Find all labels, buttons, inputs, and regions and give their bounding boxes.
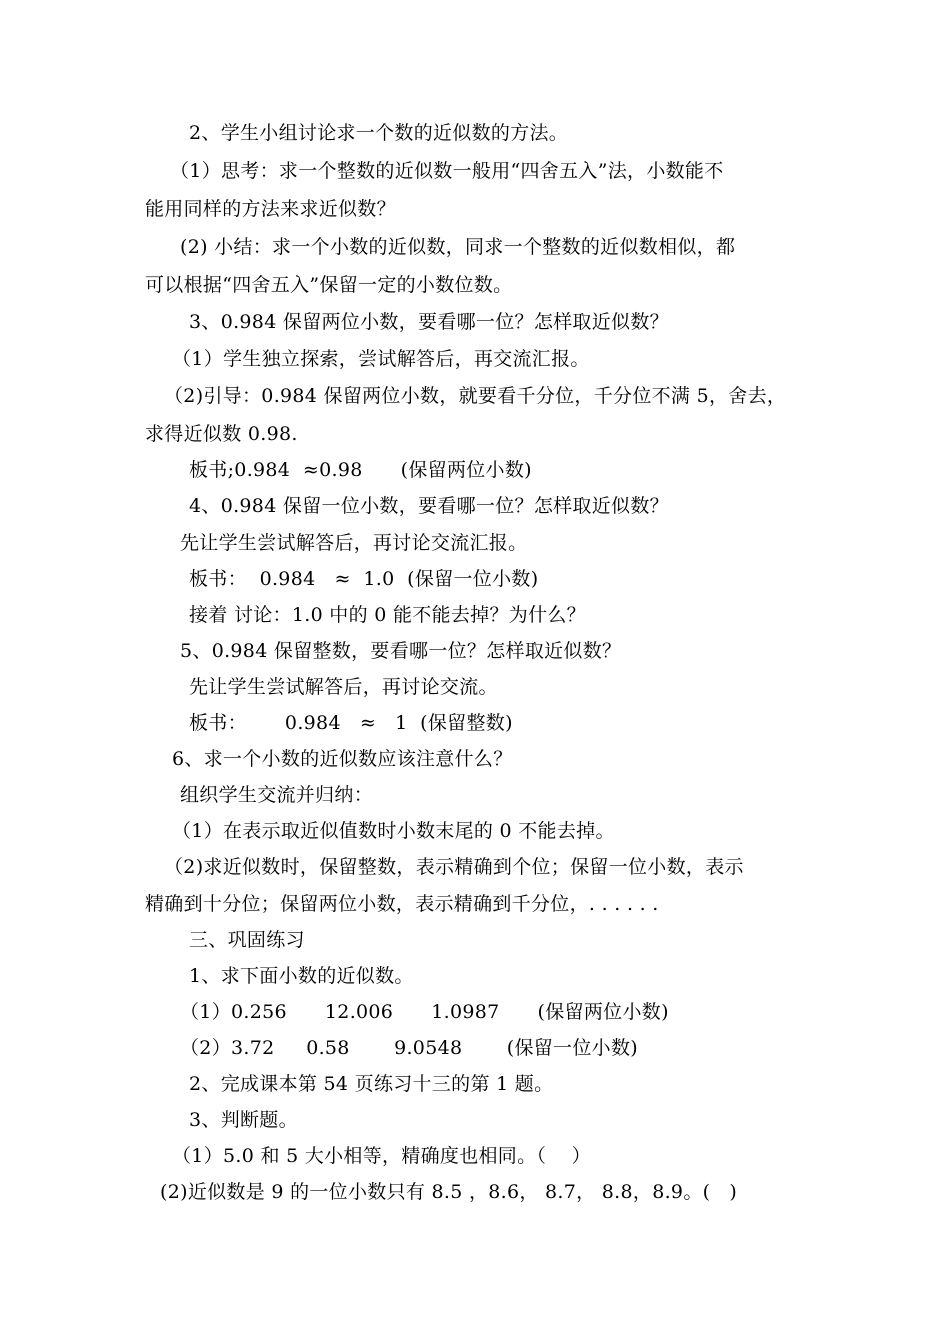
- text-line: 精确到十分位；保留两位小数，表示精确到千分位，. . . . . .: [145, 893, 659, 915]
- text-line: 板书;0.984 ≈0.98 (保留两位小数): [189, 459, 532, 481]
- section-heading: 三、巩固练习: [189, 929, 305, 951]
- text-line: 组织学生交流并归纳：: [180, 784, 374, 806]
- text-line: （2)引导：0.984 保留两位小数，就要看千分位，千分位不满 5，舍去，: [164, 385, 787, 407]
- text-line: 2、学生小组讨论求一个数的近似数的方法。: [189, 122, 569, 144]
- text-line: 板书： 0.984 ≈ 1.0 (保留一位小数): [189, 568, 539, 590]
- text-line: 接着 讨论：1.0 中的 0 能不能去掉？为什么？: [189, 604, 586, 626]
- text-line: 1、求下面小数的近似数。: [189, 965, 414, 987]
- text-line: 板书： 0.984 ≈ 1 (保留整数): [189, 712, 513, 734]
- text-line: (2)近似数是 9 的一位小数只有 8.5 ，8.6， 8.7， 8.8，8.9。( ): [160, 1181, 738, 1203]
- text-line: 4、0.984 保留一位小数，要看哪一位？怎样取近似数？: [189, 495, 669, 517]
- text-line: （1）0.256 12.006 1.0987 (保留两位小数): [180, 1001, 669, 1023]
- text-line: (2) 小结：求一个小数的近似数，同求一个整数的近似数相似，都: [180, 236, 736, 258]
- text-line: （1）在表示取近似值数时小数末尾的 0 不能去掉。: [172, 820, 615, 842]
- text-line: （1）思考：求一个整数的近似数一般用“四舍五入”法，小数能不: [170, 160, 724, 182]
- text-line: 可以根据“四舍五入”保留一定的小数位数。: [145, 274, 513, 296]
- text-line: 3、0.984 保留两位小数，要看哪一位？怎样取近似数？: [189, 311, 669, 333]
- text-line: （1）学生独立探索，尝试解答后，再交流汇报。: [172, 348, 590, 370]
- text-line: （2)求近似数时，保留整数，表示精确到个位；保留一位小数，表示: [164, 856, 744, 878]
- text-line: 能用同样的方法来求近似数？: [145, 198, 396, 220]
- text-line: （2）3.72 0.58 9.0548 (保留一位小数): [180, 1037, 638, 1059]
- text-line: 3、判断题。: [189, 1109, 298, 1131]
- text-line: 求得近似数 0.98.: [145, 423, 298, 445]
- text-line: （1）5.0 和 5 大小相等，精确度也相同。（ ）: [172, 1145, 591, 1167]
- text-line: 先让学生尝试解答后，再讨论交流。: [189, 676, 498, 698]
- text-line: 2、完成课本第 54 页练习十三的第 1 题。: [189, 1073, 554, 1095]
- text-line: 先让学生尝试解答后，再讨论交流汇报。: [180, 532, 528, 554]
- text-line: 5、0.984 保留整数，要看哪一位？怎样取近似数？: [180, 640, 622, 662]
- text-line: 6、求一个小数的近似数应该注意什么？: [172, 748, 513, 770]
